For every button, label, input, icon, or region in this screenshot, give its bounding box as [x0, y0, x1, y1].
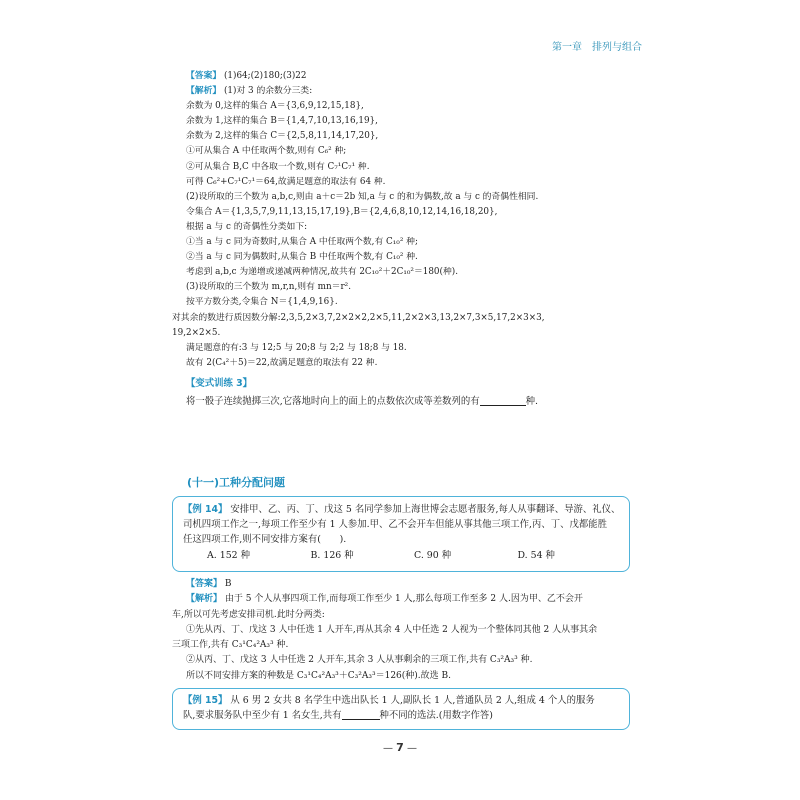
page-number: — 7 —: [382, 741, 418, 754]
options-row: [183, 548, 621, 563]
analysis-line: 三项工作,共有 C₃¹C₄²A₃³ 种.: [172, 640, 289, 651]
variant-tag: 【变式训练 3】: [186, 378, 253, 389]
analysis-line: ②当 a 与 c 同为偶数时,从集合 B 中任取两个数,有 C₁₀² 种.: [186, 252, 418, 263]
variant-text-end: 种.: [525, 396, 538, 407]
option-d: D. 54 种: [517, 549, 555, 561]
example-14-line: 任这四项工作,则不同安排方案有( ).: [183, 534, 347, 546]
analysis-tag: 【解析】: [186, 86, 222, 97]
example-15-box: [172, 688, 630, 730]
analysis-line: 考虑到 a,b,c 为递增或递减两种情况,故共有 2C₁₀²＋2C₁₀²＝180(种).: [186, 267, 458, 278]
analysis-line: (2)设所取的三个数为 a,b,c,则由 a＋c＝2b 知,a 与 c 的和为偶数,故 a 与 c 的奇偶性相同.: [186, 191, 539, 202]
analysis-line: (3)设所取的三个数为 m,r,n,则有 mn＝r².: [186, 282, 351, 293]
analysis-line: [186, 84, 626, 99]
answer-text: (1)64;(2)180;(3)22: [224, 71, 307, 81]
chapter-title: 排列与组合: [592, 42, 642, 53]
example-15-line: [183, 693, 621, 708]
option-c: C. 90 种: [414, 549, 452, 561]
example-15-text: 从 6 男 2 女共 8 名学生中选出队长 1 人,副队长 1 人,普通队员 2 人,组成 4 个人的服务: [230, 695, 595, 706]
answer-blank: [342, 709, 380, 720]
analysis-line: ①当 a 与 c 同为奇数时,从集合 A 中任取两个数,有 C₁₀² 种;: [186, 237, 418, 248]
example-14-line: 司机四项工作之一,每项工作至少有 1 人参加.甲、乙不会开车但能从事其他三项工作,丙、丁、戊都能胜: [183, 519, 607, 531]
variant-training: [186, 375, 626, 411]
answer-line: [186, 69, 626, 84]
analysis-line: 19,2×2×5.: [172, 327, 221, 338]
page-header: [552, 38, 642, 53]
solution-block-2: [172, 577, 626, 684]
analysis-line: ①可从集合 A 中任取两个数,则有 C₆² 种;: [186, 146, 347, 157]
analysis-line: 可得 C₆²+C₇¹C₇¹＝64,故满足题意的取法有 64 种.: [186, 176, 386, 187]
chapter-label: 第一章: [552, 42, 582, 53]
option-b: B. 126 种: [310, 549, 354, 561]
variant-question: [186, 393, 626, 411]
analysis-line: 余数为 1,这样的集合 B＝{1,4,7,10,13,16,19},: [186, 116, 378, 127]
analysis-line: ②从丙、丁、戊这 3 人中任选 2 人开车,其余 3 人从事剩余的三项工作,共有 C₃²A₃³ 种.: [186, 655, 533, 666]
answer-tag: 【答案】: [186, 71, 222, 81]
example-14-tag: 【例 14】: [183, 504, 228, 515]
answer-line: [186, 577, 626, 592]
example-14-text: 安排甲、乙、丙、丁、戊这 5 名同学参加上海世博会志愿者服务,每人从事翻译、导游、礼仪、: [230, 504, 621, 515]
answer-blank: [480, 395, 526, 406]
analysis-line: 满足题意的有:3 与 12;5 与 20;8 与 2;2 与 18;8 与 18.: [186, 342, 407, 353]
analysis-tag: 【解析】: [186, 594, 223, 605]
analysis-text: (1)对 3 的余数分三类:: [224, 86, 313, 97]
analysis-line: 车,所以可先考虑安排司机.此时分两类:: [172, 609, 325, 620]
variant-text: 将一骰子连续抛掷三次,它落地时向上的面上的点数依次成等差数列的有: [186, 396, 480, 407]
analysis-line: 余数为 2,这样的集合 C＝{2,5,8,11,14,17,20},: [186, 131, 379, 142]
example-14-line: [183, 502, 621, 517]
analysis-line: 令集合 A＝{1,3,5,7,9,11,13,15,17,19},B＝{2,4,6,8,10,12,14,16,18,20},: [186, 206, 498, 217]
analysis-line: [186, 592, 626, 607]
example-15-text-3: 种不同的选法.(用数字作答): [379, 710, 493, 722]
example-15-line: [183, 708, 621, 723]
example-15-text-2: 队,要求服务队中至少有 1 名女生,共有: [183, 710, 342, 722]
section-title: (十一)工种分配问题: [187, 476, 286, 489]
analysis-line: 根据 a 与 c 的奇偶性分类如下:: [186, 221, 308, 232]
analysis-line: 余数为 0,这样的集合 A＝{3,6,9,12,15,18},: [186, 101, 364, 112]
analysis-line: ①先从丙、丁、戊这 3 人中任选 1 人开车,再从其余 4 人中任选 2 人视为一个整体同其他 2 人从事其余: [186, 624, 598, 635]
answer-tag: 【答案】: [186, 579, 223, 589]
page-number-value: 7: [396, 741, 404, 754]
analysis-line: 对其余的数进行质因数分解:2,3,5,2×3,7,2×2×2,2×5,11,2×2×3,13,2×7,3×5,17,2×3×3,: [172, 312, 545, 323]
answer-text: B: [224, 579, 232, 589]
analysis-line: 故有 2(C₄²＋5)＝22,故满足题意的取法有 22 种.: [186, 357, 378, 368]
example-14-box: [172, 496, 630, 572]
solution-block-1: [172, 69, 626, 371]
option-a: A. 152 种: [207, 549, 250, 561]
analysis-text: 由于 5 个人从事四项工作,而每项工作至少 1 人,那么每项工作至多 2 人.因为甲、乙不会开: [224, 594, 583, 605]
analysis-line: ②可从集合 B,C 中各取一个数,则有 C₇¹C₇¹ 种.: [186, 161, 370, 172]
example-15-tag: 【例 15】: [183, 695, 228, 706]
analysis-line: 所以不同安排方案的种数是 C₃¹C₄²A₃³＋C₃²A₃³＝126(种).故选 B.: [186, 670, 451, 681]
analysis-line: 按平方数分类,令集合 N＝{1,4,9,16}.: [186, 297, 338, 308]
